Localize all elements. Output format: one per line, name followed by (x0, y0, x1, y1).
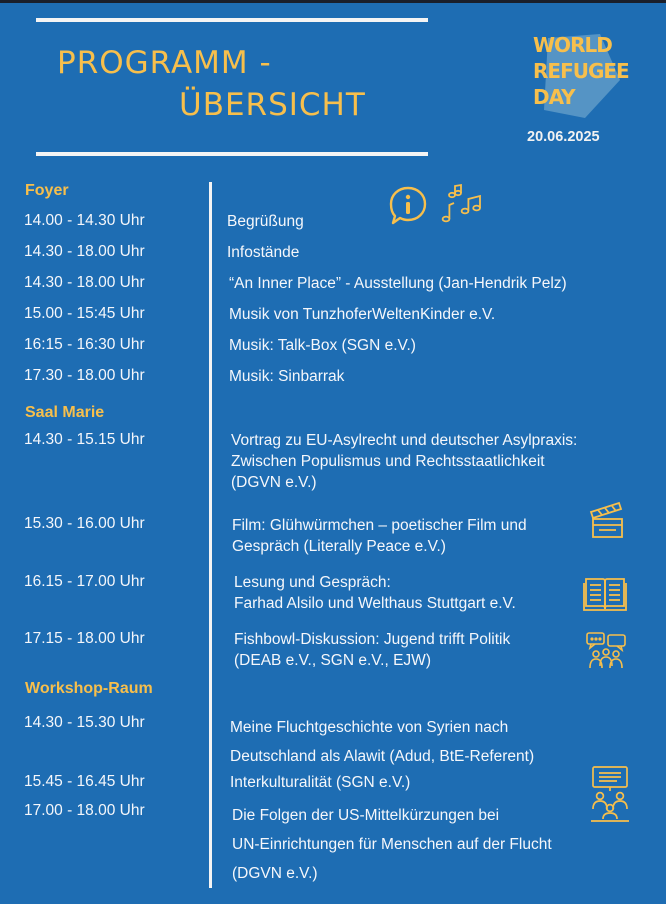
saal-desc-2-line-1: Film: Glühwürmchen – poetischer Film und (232, 517, 527, 534)
saal-desc-1 (231, 430, 577, 493)
top-edge (0, 0, 666, 3)
foyer-time-1: 14.00 - 14.30 Uhr (24, 212, 145, 229)
saal-desc-1-line-1: Vortrag zu EU-Asylrecht und deutscher Asylpraxis: (231, 432, 578, 449)
saal-desc-3-line-2: Farhad Alsilo und Welthaus Stuttgart e.V. (234, 595, 516, 612)
workshop-desc-2 (230, 772, 410, 793)
foyer-time-4: 15.00 - 15:45 Uhr (24, 305, 145, 322)
foyer-time-5: 16:15 - 16:30 Uhr (24, 336, 145, 353)
page-title-line1: PROGRAMM - (57, 45, 272, 81)
foyer-time-2: 14.30 - 18.00 Uhr (24, 243, 145, 260)
saal-desc-2-line-2: Gespräch (Literally Peace e.V.) (232, 538, 446, 555)
music-notes-icon (440, 183, 484, 225)
clapperboard-icon (588, 500, 626, 540)
saal-desc-4 (234, 629, 510, 671)
header-rule-bottom (36, 152, 428, 156)
workshop-time-2: 15.45 - 16.45 Uhr (24, 773, 145, 790)
book-icon (583, 575, 627, 613)
foyer-time-3: 14.30 - 18.00 Uhr (24, 274, 145, 291)
saal-desc-3 (234, 572, 516, 614)
saal-desc-4-line-2: (DEAB e.V., SGN e.V., EJW) (234, 652, 431, 669)
section-title-workshop-raum: Workshop-Raum (25, 680, 153, 697)
world-refugee-day-logo: WORLD REFUGEE DAY (533, 33, 629, 109)
saal-time-3: 16.15 - 17.00 Uhr (24, 573, 145, 590)
section-title-foyer: Foyer (25, 182, 69, 199)
column-divider (209, 182, 212, 888)
saal-time-1: 14.30 - 15.15 Uhr (24, 431, 145, 448)
saal-time-4: 17.15 - 18.00 Uhr (24, 630, 145, 647)
foyer-time-6: 17.30 - 18.00 Uhr (24, 367, 145, 384)
foyer-desc-4: Musik von TunzhoferWeltenKinder e.V. (229, 306, 496, 323)
event-date: 20.06.2025 (527, 129, 600, 145)
workshop-desc-1-line-1: Meine Fluchtgeschichte von Syrien nach (230, 719, 509, 736)
workshop-icon (589, 765, 631, 823)
saal-desc-1-line-3: (DGVN e.V.) (231, 474, 317, 491)
workshop-desc-3-line-2: UN-Einrichtungen für Menschen auf der Flucht (232, 836, 552, 853)
page-title-line2: ÜBERSICHT (179, 87, 366, 123)
workshop-desc-1-line-2: Deutschland als Alawit (Adud, BtE-Referent) (230, 748, 535, 765)
foyer-desc-5: Musik: Talk-Box (SGN e.V.) (229, 337, 416, 354)
discussion-icon (585, 630, 627, 672)
workshop-desc-1 (230, 713, 534, 771)
info-icon (387, 185, 429, 227)
foyer-desc-3: “An Inner Place” - Ausstellung (Jan-Hendrik Pelz) (229, 275, 567, 292)
section-title-saal-marie: Saal Marie (25, 404, 105, 421)
saal-desc-4-line-1: Fishbowl-Diskussion: Jugend trifft Politik (234, 631, 511, 648)
saal-time-2: 15.30 - 16.00 Uhr (24, 515, 145, 532)
workshop-desc-2-line-1: Interkulturalität (SGN e.V.) (230, 774, 411, 791)
workshop-time-1: 14.30 - 15.30 Uhr (24, 714, 145, 731)
saal-desc-3-line-1: Lesung und Gespräch: (234, 574, 391, 591)
header-rule-top (36, 18, 428, 22)
foyer-desc-6: Musik: Sinbarrak (229, 368, 345, 385)
workshop-desc-3-line-1: Die Folgen der US-Mittelkürzungen bei (232, 807, 500, 824)
foyer-desc-1: Begrüßung (227, 213, 304, 230)
foyer-desc-2: Infostände (227, 244, 300, 261)
saal-desc-1-line-2: Zwischen Populismus und Rechtsstaatlichkeit (231, 453, 545, 470)
saal-desc-2 (232, 515, 527, 557)
workshop-desc-3 (232, 801, 552, 888)
workshop-time-3: 17.00 - 18.00 Uhr (24, 802, 145, 819)
workshop-desc-3-line-3: (DGVN e.V.) (232, 865, 318, 882)
